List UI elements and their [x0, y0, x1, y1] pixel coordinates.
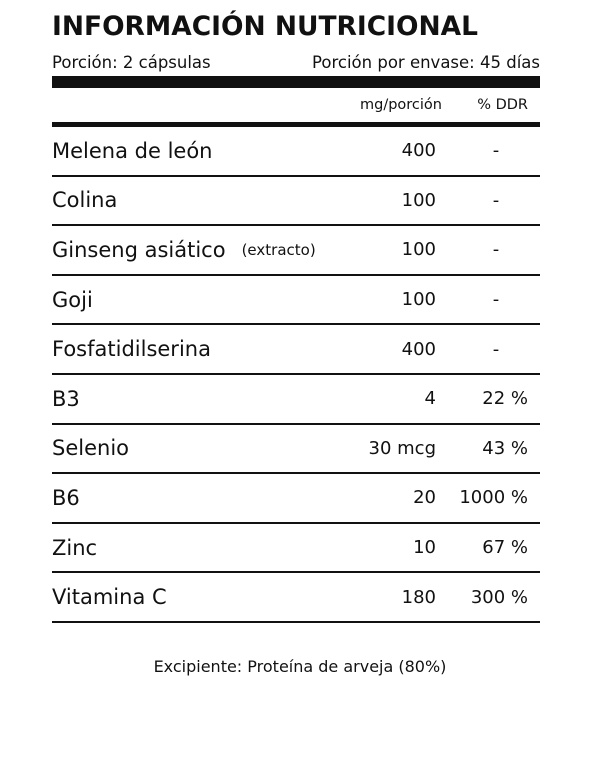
nutrient-row — [52, 226, 540, 276]
label-title: INFORMACIÓN NUTRICIONAL — [52, 11, 479, 42]
nutrient-ddr: - — [492, 338, 500, 360]
nutrient-row — [52, 425, 540, 475]
nutrient-amount: 400 — [401, 338, 436, 360]
nutrient-amount: 20 — [413, 487, 436, 509]
nutrient-name: Selenio — [52, 436, 129, 461]
nutrient-row — [52, 524, 540, 574]
nutrient-ddr: - — [492, 289, 500, 311]
nutrient-ddr: - — [492, 239, 500, 261]
nutrient-name: Colina — [52, 188, 118, 213]
nutrient-row — [52, 127, 540, 177]
serving-info — [52, 52, 540, 74]
nutrient-name: B3 — [52, 386, 80, 411]
nutrient-amount: 100 — [401, 289, 436, 311]
serving-portion: Porción: 2 cápsulas — [52, 53, 211, 72]
nutrient-ddr: 43 % — [482, 437, 528, 459]
nutrient-row — [52, 375, 540, 425]
nutrient-row — [52, 276, 540, 326]
nutrient-ddr: 1000 % — [459, 487, 528, 509]
thick-divider — [52, 76, 540, 88]
nutrient-row — [52, 325, 540, 375]
nutrient-row — [52, 573, 540, 623]
serving-per-container: Porción por envase: 45 días — [312, 53, 540, 72]
nutrient-amount: 30 mcg — [368, 437, 436, 459]
nutrient-amount: 10 — [413, 537, 436, 559]
nutrition-label — [52, 8, 540, 623]
nutrient-name: Ginseng asiático — [52, 237, 226, 262]
nutrient-name: Melena de león — [52, 138, 213, 163]
nutrient-row — [52, 177, 540, 227]
nutrient-note: (extracto) — [241, 240, 316, 259]
nutrient-ddr: 67 % — [482, 537, 528, 559]
nutrient-name: Zinc — [52, 535, 98, 560]
nutrient-amount: 4 — [424, 388, 436, 410]
excipient-note: Excipiente: Proteína de arveja (80%) — [153, 657, 447, 676]
nutrient-amount: 100 — [401, 189, 436, 211]
column-header — [52, 88, 540, 122]
nutrient-ddr: 22 % — [482, 388, 528, 410]
nutrient-name: Goji — [52, 287, 93, 312]
nutrient-amount: 180 — [401, 586, 436, 608]
nutrient-amount: 400 — [401, 140, 436, 162]
nutrient-ddr: - — [492, 189, 500, 211]
nutrient-table — [52, 127, 540, 623]
column-ddr-header: % DDR — [477, 97, 528, 113]
column-amount-header: mg/porción — [360, 97, 442, 113]
nutrient-name: B6 — [52, 485, 80, 510]
nutrient-ddr: - — [492, 140, 500, 162]
nutrient-amount: 100 — [401, 239, 436, 261]
nutrient-name: Vitamina C — [52, 585, 167, 610]
nutrient-ddr: 300 % — [470, 586, 528, 608]
nutrient-row — [52, 474, 540, 524]
nutrient-name: Fosfatidilserina — [52, 337, 211, 362]
